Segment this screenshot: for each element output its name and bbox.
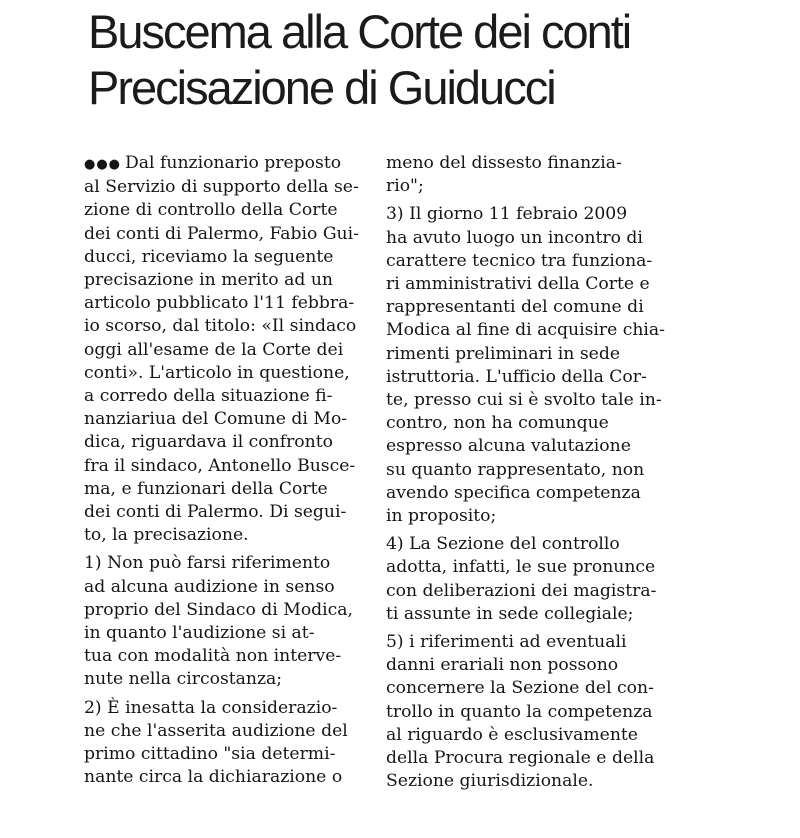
text-line: Modica al fine di acquisire chia- [386,320,665,341]
headline-line-2: Precisazione di Guiducci [88,61,555,114]
text-line: carattere tecnico tra funziona- [386,250,653,271]
point-4-paragraph [386,533,680,626]
text-line: articolo pubblicato l'11 febbra- [84,293,355,314]
point-5-paragraph [386,631,680,793]
text-line: 2) È inesatta la considerazio- [84,697,338,718]
text-line: primo cittadino "sia determi- [84,744,336,765]
text-line: ma, e funzionari della Corte [84,478,328,499]
intro-paragraph [84,152,376,547]
text-line: conti». L'articolo in questione, [84,362,350,383]
text-line: della Procura regionale e della [386,748,655,769]
text-line: nante circa la dichiarazione o [84,767,343,788]
text-line: istruttoria. L'ufficio della Cor- [386,366,647,387]
article-headline [88,4,678,116]
text-line: concernere la Sezione del con- [386,678,654,699]
text-line: al riguardo è esclusivamente [386,724,638,745]
headline-line-1: Buscema alla Corte dei conti [88,5,631,58]
text-line: 1) Non può farsi riferimento [84,553,331,574]
right-column [386,152,680,793]
text-line: rimenti preliminari in sede [386,343,620,364]
text-line: con deliberazioni dei magistra- [386,580,657,601]
point-2-paragraph [84,697,376,790]
text-line: in proposito; [386,506,497,527]
text-line: ne che l'asserita audizione del [84,720,348,741]
text-line: io scorso, dal titolo: «Il sindaco [84,316,357,337]
text-line [84,152,376,176]
text-line: 4) La Sezione del controllo [386,534,620,555]
text-line: ducci, riceviamo la seguente [84,246,334,267]
text-line: precisazione in merito ad un [84,270,333,291]
text-line: 5) i riferimenti ad eventuali [386,632,627,653]
lead-bullets-icon: ●●● [84,157,122,172]
text-line: al Servizio di supporto della se- [84,177,359,198]
text-line: in quanto l'audizione si at- [84,623,315,644]
text-line: a corredo della situazione fi- [84,386,333,407]
text-line: proprio del Sindaco di Modica, [84,599,353,620]
text-line: avendo specifica competenza [386,482,641,503]
text-line: ha avuto luogo un incontro di [386,227,643,248]
text-line: espresso alcuna valutazione [386,436,631,457]
text-line: danni erariali non possono [386,655,619,676]
text-line: te, presso cui si è svolto tale in- [386,390,662,411]
point-3-paragraph [386,203,680,528]
text-line: contro, non ha comunque [386,413,609,434]
left-column [84,152,376,789]
text-line: tua con modalità non interve- [84,646,342,667]
text-line: ti assunte in sede collegiale; [386,603,634,624]
point-1-paragraph [84,552,376,691]
text-line: zione di controllo della Corte [84,200,338,221]
text-line: to, la precisazione. [84,525,249,546]
text-line-content: Dal funzionario preposto [125,153,342,173]
text-line: dei conti di Palermo. Di segui- [84,502,347,523]
text-line: su quanto rappresentato, non [386,459,645,480]
text-line: fra il sindaco, Antonello Busce- [84,455,356,476]
text-line: trollo in quanto la competenza [386,701,653,722]
text-line: nanziariua del Comune di Mo- [84,409,348,430]
text-line: rio"; [386,176,424,197]
text-line: ri amministrativi della Corte e [386,274,650,295]
text-line: Sezione giurisdizionale. [386,771,594,792]
text-line: meno del dissesto finanzia- [386,153,622,173]
text-line: 3) Il giorno 11 febraio 2009 [386,204,628,225]
text-line: ad alcuna audizione in senso [84,576,335,597]
text-line: rappresentanti del comune di [386,297,644,318]
point-2-continuation [386,152,680,198]
text-line: oggi all'esame de la Corte dei [84,339,344,360]
text-line: dei conti di Palermo, Fabio Gui- [84,223,359,244]
text-line: nute nella circostanza; [84,669,283,690]
text-line: dica, riguardava il confronto [84,432,333,453]
text-line: adotta, infatti, le sue pronunce [386,557,656,578]
